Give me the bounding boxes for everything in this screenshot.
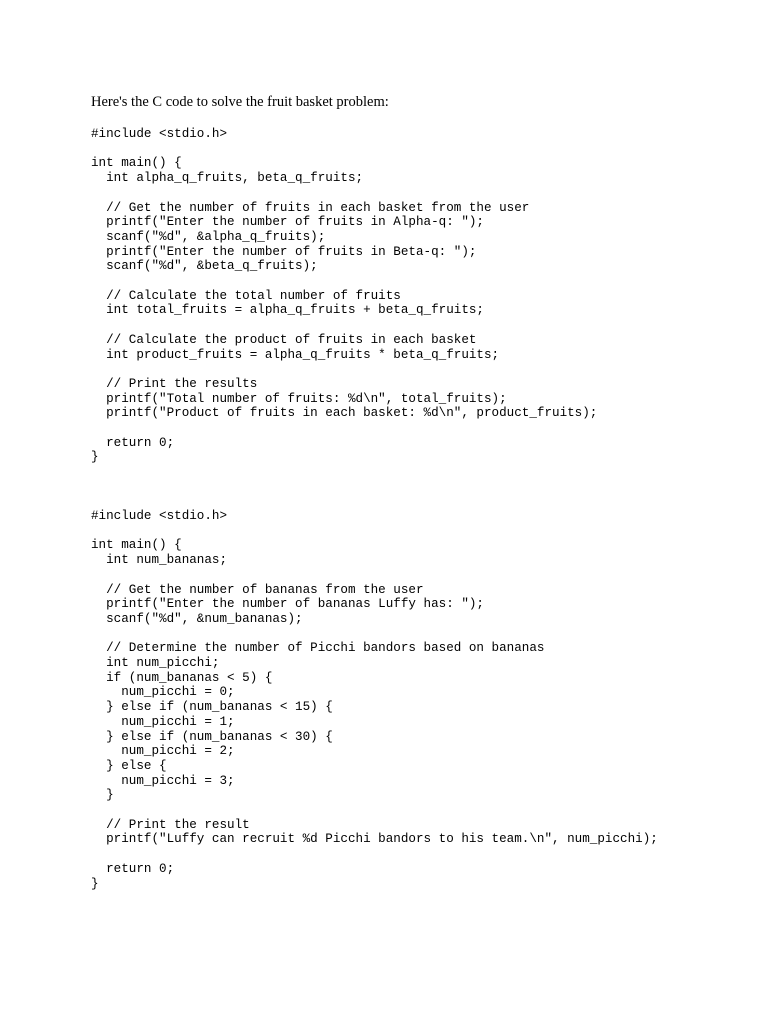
intro-paragraph: Here's the C code to solve the fruit basket problem: bbox=[91, 94, 389, 110]
code-block-fruit-basket: #include <stdio.h> int main() { int alpha_q_fruits, beta_q_fruits; // Get the number of fruits in each basket from the user printf("Enter the number of fruits in Alpha-q: "); scanf("%d", &alpha_q_fruits); printf("Enter the number of fruits in Beta-q: "); scanf("%d", &beta_q_fruits); // Calculate the total number of fruits int total_fruits = alpha_q_fruits + beta_q_fruits; // Calculate the product of fruits in each basket int product_fruits = alpha_q_fruits * beta_q_fruits; // Print the results printf("Total number of fruits: %d\n", total_fruits); printf("Product of fruits in each basket: %d\n", product_fruits); return 0; } bbox=[91, 127, 598, 465]
code-block-picchi-bandors: #include <stdio.h> int main() { int num_bananas; // Get the number of bananas from the user printf("Enter the number of bananas Luffy has: "); scanf("%d", &num_bananas); // Determine the number of Picchi bandors based on bananas int num_picchi; if (num_bananas < 5) { num_picchi = 0; } else if (num_bananas < 15) { num_picchi = 1; } else if (num_bananas < 30) { num_picchi = 2; } else { num_picchi = 3; } // Print the result printf("Luffy can recruit %d Picchi bandors to his team.\n", num_picchi); return 0; } bbox=[91, 509, 658, 891]
